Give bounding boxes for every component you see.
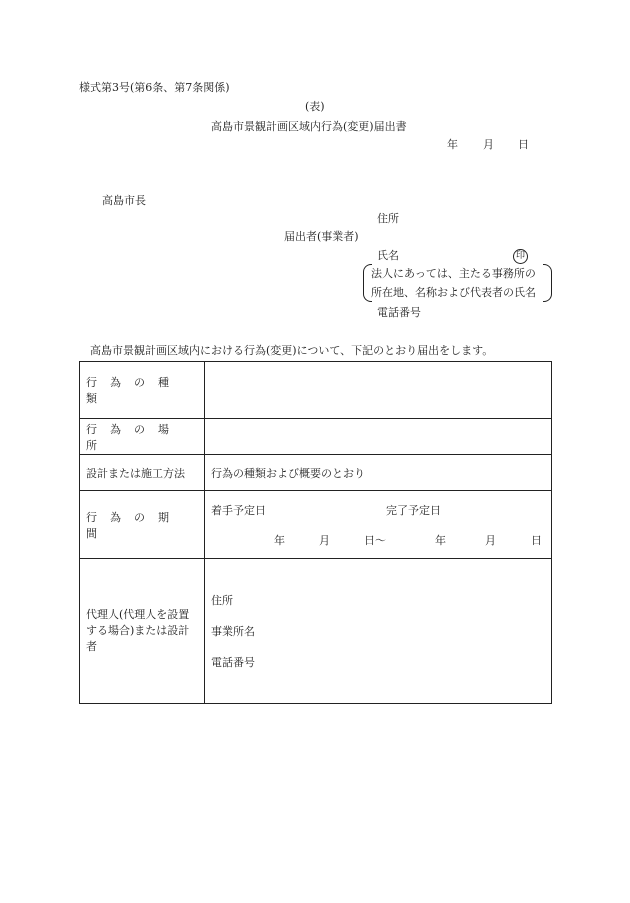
date-year: 年	[447, 138, 458, 151]
end-label: 完了予定日	[386, 504, 441, 517]
seal-mark: 印	[513, 249, 528, 264]
agent-address-label: 住所	[211, 593, 233, 607]
applicant-address-label: 住所	[377, 212, 399, 225]
agent-phone-label: 電話番号	[211, 655, 255, 669]
row-kind	[80, 362, 552, 419]
document-title: 高島市景観計画区域内行為(変更)届出書	[211, 120, 407, 133]
start-month: 月	[319, 534, 330, 547]
bracket-right	[543, 264, 552, 302]
row-place	[80, 419, 552, 455]
place-label: 行為の場所	[86, 422, 182, 452]
start-year: 年	[274, 534, 285, 547]
row-agent	[80, 559, 552, 704]
period-label: 行為の期間	[86, 510, 182, 540]
side-label: (表)	[305, 100, 325, 113]
start-label: 着手予定日	[211, 504, 266, 517]
date-day: 日	[518, 138, 529, 151]
statement: 高島市景観計画区域内における行為(変更)について、下記のとおり届出をします。	[90, 344, 494, 357]
row-method	[80, 455, 552, 491]
date-month: 月	[483, 138, 494, 151]
corp-note-line1: 法人にあっては、主たる事務所の	[371, 267, 536, 280]
corp-note-line2: 所在地、名称および代表者の氏名	[371, 286, 536, 299]
agent-office-label: 事業所名	[211, 624, 255, 638]
addressee: 高島市長	[102, 194, 146, 207]
applicant-role-label: 届出者(事業者)	[284, 230, 359, 243]
applicant-phone-label: 電話番号	[377, 306, 421, 319]
agent-cell[interactable]	[205, 559, 552, 704]
method-label: 設計または施工方法	[86, 466, 185, 480]
kind-value[interactable]	[205, 362, 552, 419]
form-number: 様式第3号(第6条、第7条関係)	[79, 81, 230, 94]
kind-label: 行為の種類	[86, 376, 182, 405]
end-year: 年	[435, 534, 446, 547]
row-period	[80, 491, 552, 559]
method-value: 行為の種類および概要のとおり	[211, 466, 365, 480]
period-cell[interactable]	[205, 491, 551, 558]
end-day: 日	[531, 534, 542, 547]
agent-label: 代理人(代理人を設置する場合)または設計者	[86, 608, 190, 653]
end-month: 月	[485, 534, 496, 547]
start-day-tilde: 日～	[364, 534, 386, 547]
place-value[interactable]	[205, 419, 552, 455]
applicant-name-label: 氏名	[377, 249, 399, 262]
notification-table	[79, 361, 552, 704]
